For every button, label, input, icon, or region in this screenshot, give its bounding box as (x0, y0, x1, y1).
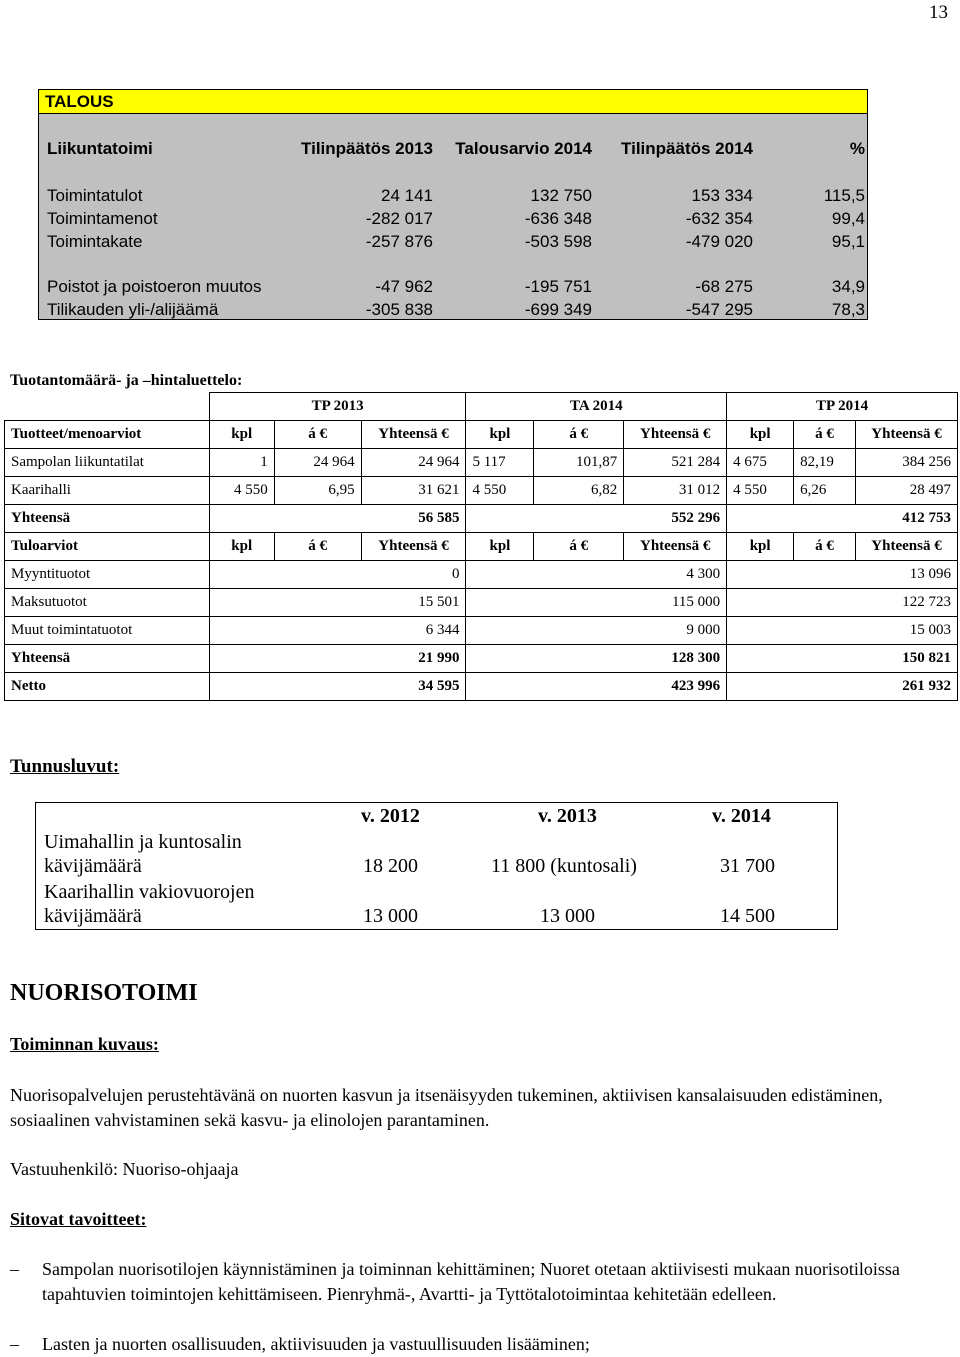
fin-header-cell: % (849, 139, 865, 158)
table-cell: 115 000 (466, 589, 727, 617)
section-title: NUORISOTOIMI (10, 980, 198, 1006)
table-cell: Myyntituotot (5, 561, 210, 589)
table-row (5, 589, 958, 617)
table-cell: 24 964 (361, 449, 466, 477)
fin-header-row (39, 138, 867, 160)
table-cell: 128 300 (466, 645, 727, 673)
fin-cell: 24 141 (381, 186, 433, 205)
year-header: TP 2014 (727, 393, 958, 421)
kpi-label: kävijämäärä (44, 855, 142, 877)
kpi-value: 14 500 (720, 905, 775, 927)
talous-summary-box (38, 89, 868, 320)
kpi-label: Kaarihallin vakiovuorojen (44, 881, 255, 903)
products-header-row (5, 421, 958, 449)
header-cell: á € (274, 533, 361, 561)
table-cell: 384 256 (856, 449, 958, 477)
header-cell: kpl (209, 533, 274, 561)
table-cell: 4 550 (727, 477, 794, 505)
fin-cell: -699 349 (524, 300, 592, 319)
table-cell: 31 621 (361, 477, 466, 505)
table-cell: 150 821 (727, 645, 958, 673)
fin-cell: -195 751 (524, 277, 592, 296)
table-cell: 4 675 (727, 449, 794, 477)
fin-row (39, 231, 867, 253)
table-cell: 0 (209, 561, 466, 589)
fin-cell: -282 017 (365, 209, 433, 228)
table-cell: 1 (209, 449, 274, 477)
header-cell: kpl (727, 533, 794, 561)
header-cell: kpl (466, 533, 534, 561)
table-cell: 13 096 (727, 561, 958, 589)
table-cell: Maksutuotot (5, 589, 210, 617)
fin-header-cell: Tilinpäätös 2014 (621, 139, 753, 158)
responsible-person: Vastuuhenkilö: Nuoriso-ohjaaja (10, 1159, 239, 1179)
fin-cell: -632 354 (685, 209, 753, 228)
table-row (5, 617, 958, 645)
header-cell: Yhteensä € (361, 533, 466, 561)
fin-cell: 115,5 (823, 186, 865, 205)
fin-cell: Tilikauden yli-/alijäämä (47, 300, 219, 319)
fin-cell: -636 348 (524, 209, 592, 228)
fin-cell: 78,3 (831, 300, 865, 319)
fin-cell: -47 962 (375, 277, 433, 296)
fin-cell: Toimintatulot (47, 186, 143, 205)
table-cell: 4 550 (209, 477, 274, 505)
kpi-year: v. 2012 (361, 805, 420, 827)
table-cell: 24 964 (274, 449, 361, 477)
table-cell: 6 344 (209, 617, 466, 645)
kpi-value: 31 700 (720, 855, 775, 877)
table-cell: Muut toimintatuotot (5, 617, 210, 645)
header-cell: á € (534, 421, 624, 449)
header-cell: á € (534, 533, 624, 561)
fin-cell: 34,9 (831, 277, 865, 296)
table-cell: 15 501 (209, 589, 466, 617)
header-cell: á € (794, 421, 856, 449)
table-cell: 28 497 (856, 477, 958, 505)
fin-row (39, 276, 867, 298)
table-row (5, 561, 958, 589)
table-cell: 56 585 (209, 505, 466, 533)
bullet-dash: – (10, 1334, 19, 1354)
income-total-row (5, 645, 958, 673)
netto-row (5, 673, 958, 701)
list-item-text: Sampolan nuorisotilojen käynnistäminen ja toiminnan kehittäminen; Nuoret otetaan aktiivisesti mukaan nuorisotiloissa tapahtuvien toimintojen kehittämiseen. Pienryhmä-, Avartti- ja Tyttötalotoimintaa kehitetään edelleen. (42, 1259, 900, 1304)
goals-heading: Sitovat tavoitteet: (10, 1209, 147, 1229)
header-cell: Yhteensä € (624, 533, 727, 561)
table-cell: 9 000 (466, 617, 727, 645)
table-cell: Kaarihalli (5, 477, 210, 505)
table-cell: Netto (5, 673, 210, 701)
year-header-row (5, 393, 958, 421)
table-cell: 4 550 (466, 477, 534, 505)
fin-row (39, 299, 867, 321)
kpi-year: v. 2013 (538, 805, 597, 827)
table-cell: 4 300 (466, 561, 727, 589)
fin-row (39, 208, 867, 230)
header-cell: kpl (727, 421, 794, 449)
fin-row (39, 185, 867, 207)
table-cell: 82,19 (794, 449, 856, 477)
fin-header-cell: Talousarvio 2014 (455, 139, 592, 158)
header-cell: Tuloarviot (5, 533, 210, 561)
fin-cell: 132 750 (530, 186, 592, 205)
header-cell: Yhteensä € (856, 421, 958, 449)
fin-cell: -68 275 (695, 277, 753, 296)
table-cell: 31 012 (624, 477, 727, 505)
year-header: TA 2014 (466, 393, 727, 421)
table-cell: 21 990 (209, 645, 466, 673)
fin-cell: -503 598 (524, 232, 592, 251)
fin-cell: Poistot ja poistoeron muutos (47, 277, 262, 296)
table-cell: Yhteensä (5, 505, 210, 533)
header-cell: kpl (466, 421, 534, 449)
fin-cell: Toimintamenot (47, 209, 158, 228)
fin-header-cell: Liikuntatoimi (47, 139, 153, 158)
fin-cell: -257 876 (365, 232, 433, 251)
table-cell: 6,26 (794, 477, 856, 505)
kpi-value: 13 000 (540, 905, 595, 927)
kpi-table (35, 802, 838, 930)
table-cell: 5 117 (466, 449, 534, 477)
table-cell: 15 003 (727, 617, 958, 645)
tunnusluvut-heading: Tunnusluvut: (10, 756, 120, 777)
table-cell: 6,95 (274, 477, 361, 505)
table-row (5, 477, 958, 505)
table-cell: Sampolan liikuntatilat (5, 449, 210, 477)
income-header-row (5, 533, 958, 561)
fin-cell: -305 838 (365, 300, 433, 319)
fin-cell: 99,4 (831, 209, 865, 228)
kpi-label: Uimahallin ja kuntosalin (44, 831, 242, 853)
kpi-value: 11 800 (kuntosali) (491, 855, 637, 877)
header-cell: Yhteensä € (856, 533, 958, 561)
table-cell: 412 753 (727, 505, 958, 533)
list-item-text: Lasten ja nuorten osallisuuden, aktiivisuuden ja vastuullisuuden lisääminen; (42, 1334, 590, 1354)
header-cell: Yhteensä € (361, 421, 466, 449)
fin-cell: -479 020 (685, 232, 753, 251)
header-cell: kpl (209, 421, 274, 449)
table-cell: 101,87 (534, 449, 624, 477)
table-cell: 34 595 (209, 673, 466, 701)
fin-cell: 153 334 (691, 186, 753, 205)
table-cell: 521 284 (624, 449, 727, 477)
table-cell: 122 723 (727, 589, 958, 617)
page-number: 13 (929, 2, 948, 23)
products-total-row (5, 505, 958, 533)
talous-title: TALOUS (39, 90, 867, 114)
table-row (5, 449, 958, 477)
production-title: Tuotantomäärä- ja –hintaluettelo: (10, 372, 243, 389)
table-cell: 423 996 (466, 673, 727, 701)
year-header: TP 2013 (209, 393, 466, 421)
desc-heading: Toiminnan kuvaus: (10, 1034, 159, 1054)
fin-cell: 95,1 (831, 232, 865, 251)
fin-cell: -547 295 (685, 300, 753, 319)
fin-header-cell: Tilinpäätös 2013 (301, 139, 433, 158)
table-cell: 6,82 (534, 477, 624, 505)
fin-cell: Toimintakate (47, 232, 143, 251)
kpi-value: 18 200 (363, 855, 418, 877)
header-cell: á € (274, 421, 361, 449)
table-cell: 261 932 (727, 673, 958, 701)
kpi-year: v. 2014 (712, 805, 771, 827)
bullet-dash: – (10, 1259, 19, 1279)
header-cell: á € (794, 533, 856, 561)
table-cell: 552 296 (466, 505, 727, 533)
production-table (4, 392, 958, 701)
table-cell: Yhteensä (5, 645, 210, 673)
description-paragraph: Nuorisopalvelujen perustehtävänä on nuorten kasvun ja itsenäisyyden tukeminen, aktiivisen kansalaisuuden edistäminen, sosiaalinen vahvistaminen sekä kasvu- ja elinolojen parantaminen. (10, 1085, 883, 1130)
header-cell: Yhteensä € (624, 421, 727, 449)
header-cell: Tuotteet/menoarviot (5, 421, 210, 449)
kpi-value: 13 000 (363, 905, 418, 927)
kpi-label: kävijämäärä (44, 905, 142, 927)
